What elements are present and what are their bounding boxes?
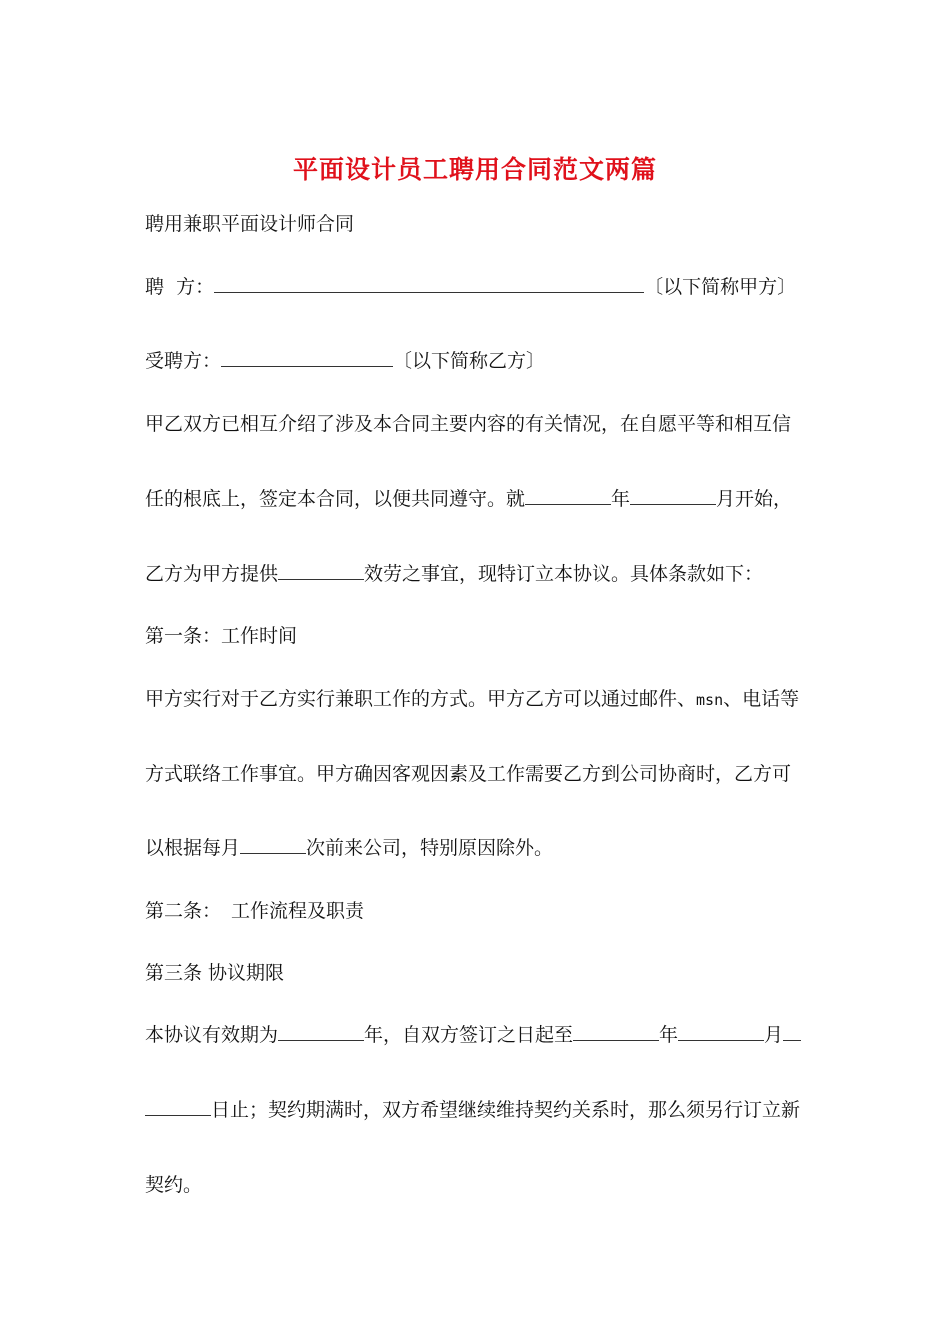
intro-paragraph-line-3 xyxy=(145,560,763,588)
article-1-title: 第一条：工作时间 xyxy=(145,625,298,647)
employee-suffix: 〔以下简称乙方〕 xyxy=(393,350,546,372)
end-year-blank xyxy=(573,1022,659,1041)
intro-text: 乙方为甲方提供 xyxy=(145,563,279,585)
msn-text: msn xyxy=(696,691,724,709)
intro-text: 任的根底上，签定本合同，以便共同遵守。就 xyxy=(145,488,526,510)
article-3-line-3: 契约。 xyxy=(145,1174,203,1196)
article-3-text: 年，自双方签订之日起至 xyxy=(364,1024,574,1046)
employer-line xyxy=(145,273,796,301)
visits-blank xyxy=(240,835,306,854)
employer-blank xyxy=(214,274,644,293)
term-years-blank xyxy=(278,1022,364,1041)
article-3-line-1 xyxy=(145,1021,801,1049)
article-1-text: 以根据每月 xyxy=(145,837,241,859)
document-title: 平面设计员工聘用合同范文两篇 xyxy=(292,155,657,184)
month-label: 月开始， xyxy=(716,488,793,510)
end-month-blank xyxy=(678,1022,764,1041)
article-3-text: 本协议有效期为 xyxy=(145,1024,279,1046)
article-1-text: 甲方实行对于乙方实行兼职工作的方式。甲方乙方可以通过邮件、 xyxy=(145,688,697,710)
article-1-text: 、电话等 xyxy=(723,688,800,710)
employee-label: 受聘方： xyxy=(145,350,222,372)
start-month-blank xyxy=(630,486,716,505)
article-2-number: 第二条： xyxy=(145,900,222,922)
employee-line xyxy=(145,347,545,375)
service-blank xyxy=(278,561,364,580)
article-1-line-3 xyxy=(145,834,553,862)
year-label: 年 xyxy=(659,1024,679,1046)
month-label: 月 xyxy=(764,1024,784,1046)
article-1-line-1 xyxy=(145,685,799,714)
employer-label: 聘 方： xyxy=(145,276,215,298)
end-day-blank-start xyxy=(783,1022,801,1041)
employer-suffix: 〔以下简称甲方〕 xyxy=(644,276,797,298)
article-2-title xyxy=(145,897,364,925)
contract-subtitle: 聘用兼职平面设计师合同 xyxy=(145,213,355,235)
employee-blank xyxy=(221,348,393,367)
year-label: 年 xyxy=(611,488,631,510)
intro-paragraph-line-1: 甲乙双方已相互介绍了涉及本合同主要内容的有关情况，在自愿平等和相互信 xyxy=(145,413,792,435)
article-3-line-2 xyxy=(145,1096,800,1124)
end-day-blank xyxy=(145,1097,211,1116)
article-3-title: 第三条 协议期限 xyxy=(145,962,285,984)
start-year-blank xyxy=(525,486,611,505)
article-1-text: 次前来公司，特别原因除外。 xyxy=(306,837,554,859)
article-2-heading: 工作流程及职责 xyxy=(231,900,365,922)
intro-text: 效劳之事宜，现特订立本协议。具体条款如下： xyxy=(364,563,764,585)
article-1-line-2: 方式联络工作事宜。甲方确因客观因素及工作需要乙方到公司协商时，乙方可 xyxy=(145,763,792,785)
intro-paragraph-line-2 xyxy=(145,485,792,513)
article-3-text: 日止；契约期满时，双方希望继续维持契约关系时，那么须另行订立新 xyxy=(211,1099,801,1121)
